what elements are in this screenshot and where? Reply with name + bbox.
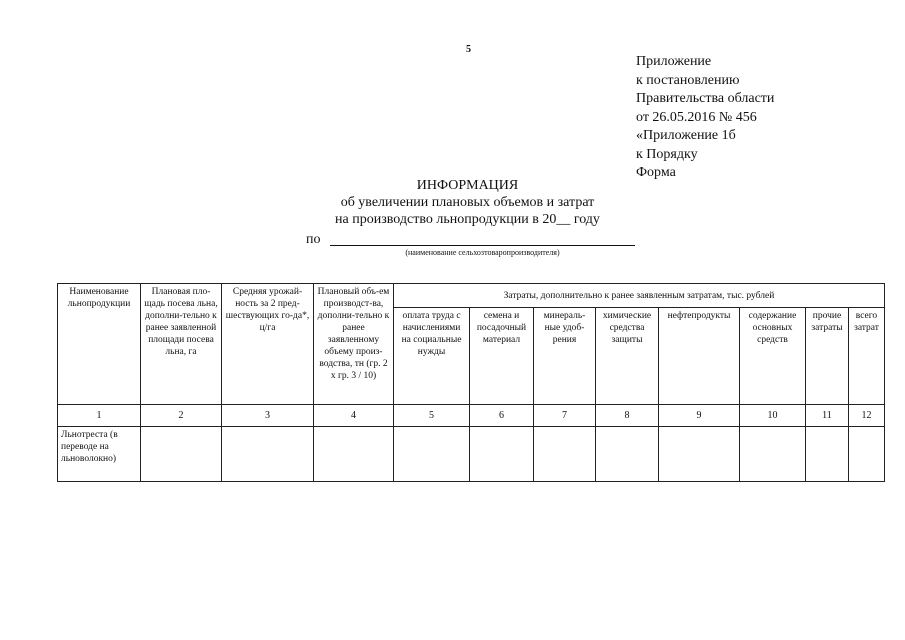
header-total-costs: всего затрат (849, 308, 885, 405)
table-cell (849, 427, 885, 482)
title-heading: ИНФОРМАЦИЯ (416, 178, 519, 193)
header-other-costs: прочие затраты (806, 308, 849, 405)
column-number: 2 (141, 405, 222, 427)
title-line-1: об увеличении плановых объемов и затрат (340, 195, 595, 210)
table-cell (534, 427, 596, 482)
appendix-line: «Приложение 1б (636, 128, 736, 143)
table-cell (141, 427, 222, 482)
column-number: 9 (659, 405, 740, 427)
column-number: 1 (58, 405, 141, 427)
table-cell (470, 427, 534, 482)
header-fertilizers: минераль-ные удоб-рения (534, 308, 596, 405)
info-table (57, 283, 885, 482)
appendix-line: Приложение (636, 54, 712, 69)
appendix-line: Форма (636, 165, 676, 180)
producer-name-line (330, 245, 635, 246)
header-fixed-assets: содержание основных средств (740, 308, 806, 405)
header-labor-costs: оплата труда с начислениями на социальные нужды (394, 308, 470, 405)
header-petroleum: нефтепродукты (659, 308, 740, 405)
row-product-name: Льнотреста (в переводе на льноволокно) (58, 427, 141, 482)
column-number: 12 (849, 405, 885, 427)
column-number: 7 (534, 405, 596, 427)
header-costs-group: Затраты, дополнительно к ранее заявленным затратам, тыс. рублей (394, 284, 885, 308)
header-chemicals: химические средства защиты (596, 308, 659, 405)
column-number: 11 (806, 405, 849, 427)
table-row (58, 427, 885, 482)
column-number: 5 (394, 405, 470, 427)
column-number: 8 (596, 405, 659, 427)
table-cell (806, 427, 849, 482)
page-number: 5 (466, 44, 471, 55)
table-cell (659, 427, 740, 482)
table-cell (596, 427, 659, 482)
title-line-2: на производство льнопродукции в 20__ году (335, 212, 600, 227)
appendix-block (636, 53, 774, 183)
table-cell (740, 427, 806, 482)
appendix-line: к Порядку (636, 146, 698, 162)
table-cell (314, 427, 394, 482)
table-cell (394, 427, 470, 482)
column-number: 6 (470, 405, 534, 427)
header-planned-volume: Плановый объ-ем производст-ва, дополни-тельно к ранее заявленному объему произ-водства, тн (гр. 2 х гр. 3 / 10) (314, 284, 394, 405)
column-number: 4 (314, 405, 394, 427)
header-product-name: Наименование льнопродукции (58, 284, 141, 405)
appendix-line: Правительства области (636, 91, 775, 106)
header-average-yield: Средняя урожай-ность за 2 пред-шествующих го-да*, ц/га (222, 284, 314, 405)
appendix-line: к постановлению (636, 72, 740, 88)
document-title (0, 177, 905, 228)
column-number: 3 (222, 405, 314, 427)
header-planned-area: Плановая пло-щадь посева льна, дополни-тельно к ранее заявленной площади посева льна, га (141, 284, 222, 405)
po-label: по (306, 232, 321, 247)
producer-name-hint: (наименование сельхозтоваропроизводителя) (405, 248, 560, 257)
header-seeds: семена и посадочный материал (470, 308, 534, 405)
column-number: 10 (740, 405, 806, 427)
appendix-line: от 26.05.2016 № 456 (636, 109, 757, 125)
table-cell (222, 427, 314, 482)
